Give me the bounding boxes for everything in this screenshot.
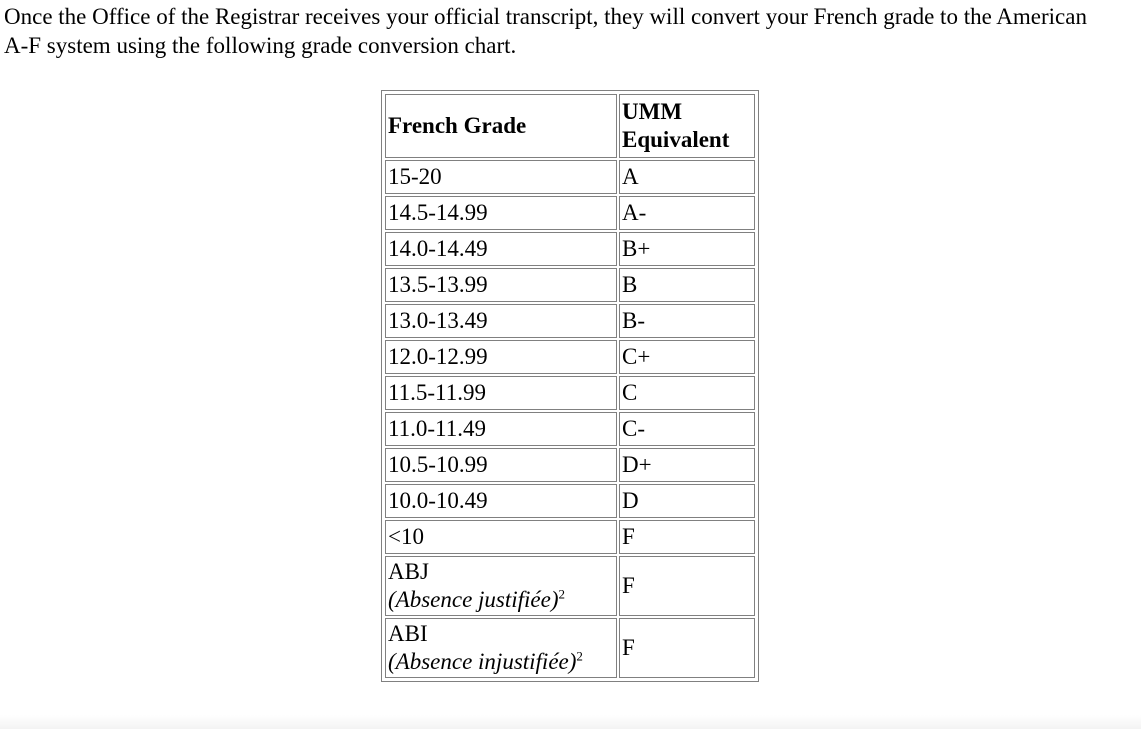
umm-grade-cell: A- [619,196,755,230]
table-row [385,268,755,302]
table-header-row [385,94,755,158]
french-grade-cell: 11.5-11.99 [385,376,617,410]
table-row [385,412,755,446]
french-grade-cell: 15-20 [385,160,617,194]
french-grade-cell: 14.0-14.49 [385,232,617,266]
french-grade-header: French Grade [385,94,617,158]
table-row [385,520,755,554]
abj-gloss: (Absence justifiée) [388,587,559,612]
table-row-abj [385,556,755,616]
table-row [385,232,755,266]
table-row [385,376,755,410]
abj-code: ABJ [388,559,429,584]
french-grade-cell-abj [385,556,617,616]
abi-footnote-marker: 2 [576,648,583,664]
french-grade-cell: 13.0-13.49 [385,304,617,338]
umm-grade-cell: C+ [619,340,755,374]
umm-grade-cell: C [619,376,755,410]
umm-grade-cell: B+ [619,232,755,266]
umm-grade-cell: F [619,556,755,616]
table-row [385,448,755,482]
french-grade-cell: 14.5-14.99 [385,196,617,230]
umm-equivalent-header: UMM Equivalent [619,94,755,158]
umm-grade-cell: B [619,268,755,302]
bottom-edge-shadow [0,715,1141,729]
abj-footnote-marker: 2 [558,586,566,602]
table-row [385,304,755,338]
french-grade-cell: 11.0-11.49 [385,412,617,446]
table-row [385,196,755,230]
umm-grade-cell: B- [619,304,755,338]
umm-grade-cell: F [619,618,755,678]
umm-grade-cell: F [619,520,755,554]
intro-paragraph: Once the Office of the Registrar receives your official transcript, they will convert your French grade to the American A-F system using the following grade conversion chart. [4,4,1087,58]
table-row [385,160,755,194]
umm-grade-cell: D [619,484,755,518]
french-grade-cell: 10.5-10.99 [385,448,617,482]
abi-gloss: (Absence injustifiée) [388,649,577,674]
table-row-abi [385,618,755,678]
french-grade-cell: <10 [385,520,617,554]
french-grade-cell-abi [385,618,617,678]
umm-grade-cell: A [619,160,755,194]
grade-conversion-table [381,90,759,682]
french-grade-cell: 12.0-12.99 [385,340,617,374]
umm-grade-cell: C- [619,412,755,446]
french-grade-cell: 10.0-10.49 [385,484,617,518]
umm-grade-cell: D+ [619,448,755,482]
french-grade-cell: 13.5-13.99 [385,268,617,302]
table-row [385,484,755,518]
abi-code: ABI [388,621,428,646]
table-row [385,340,755,374]
